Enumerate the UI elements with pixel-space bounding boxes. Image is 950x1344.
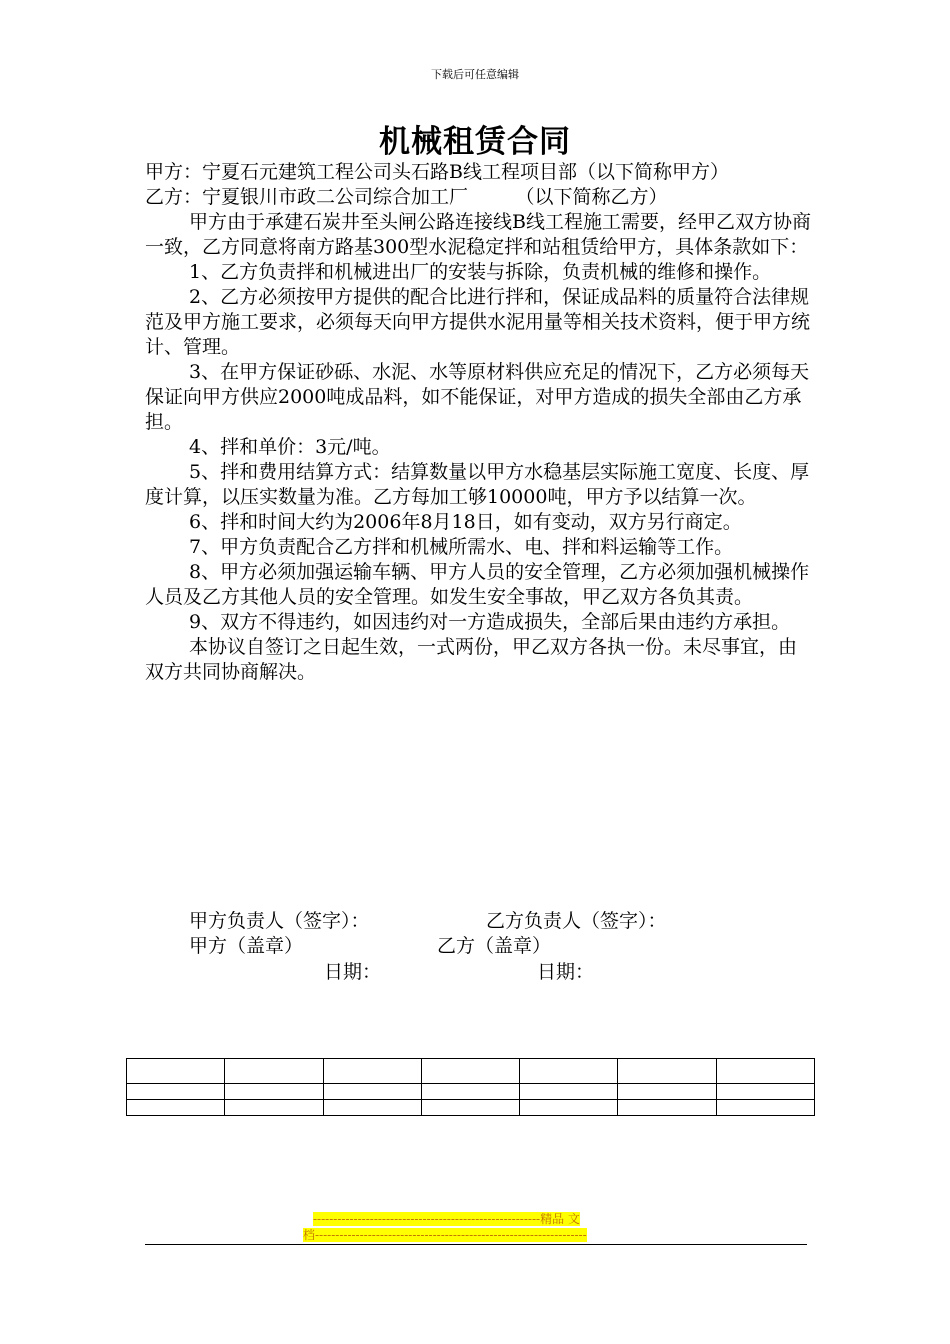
table-cell [520, 1100, 618, 1116]
table-cell [421, 1059, 519, 1084]
footer-line-2 [303, 1228, 587, 1242]
clause-3: 3、在甲方保证砂砾、水泥、水等原材料供应充足的情况下，乙方必须每天保证向甲方供应2000吨成品料，如不能保证，对甲方造成的损失全部由乙方承担。 [145, 361, 810, 433]
table-cell [421, 1084, 519, 1100]
header-note: 下载后可任意编辑 [431, 68, 519, 81]
clause-8: 8、甲方必须加强运输车辆、甲方人员的安全管理，乙方必须加强机械操作人员及乙方其他人员的安全管理。如发生安全事故，甲乙双方各负其责。 [145, 561, 810, 608]
table-cell [421, 1100, 519, 1116]
table-cell [520, 1059, 618, 1084]
party-b-line: 乙方：宁夏银川市政二公司综合加工厂 （以下简称乙方） [145, 186, 668, 208]
closing-paragraph: 本协议自签订之日起生效，一式两份，甲乙双方各执一份。未尽事宜，由双方共同协商解决。 [145, 636, 798, 683]
table-cell [127, 1100, 225, 1116]
table-cell [323, 1059, 421, 1084]
table-cell [716, 1059, 814, 1084]
table-cell [618, 1084, 716, 1100]
table-cell [716, 1100, 814, 1116]
table-cell [618, 1100, 716, 1116]
clause-1: 1、乙方负责拌和机械进出厂的安装与拆除，负责机械的维修和操作。 [189, 261, 772, 283]
clause-5: 5、拌和费用结算方式：结算数量以甲方水稳基层实际施工宽度、长度、厚度计算，以压实数量为准。乙方每加工够10000吨，甲方予以结算一次。 [145, 461, 810, 508]
party-a-line: 甲方：宁夏石元建筑工程公司头石路B线工程项目部（以下简称甲方） [145, 161, 729, 183]
table-cell [716, 1084, 814, 1100]
clause-9: 9、双方不得违约，如因违约对一方造成损失，全部后果由违约方承担。 [189, 611, 791, 633]
table-cell [618, 1059, 716, 1084]
table-cell [127, 1084, 225, 1100]
table-cell [323, 1084, 421, 1100]
party-a-seal-label: 甲方（盖章） [189, 935, 304, 957]
table-cell [127, 1059, 225, 1084]
clause-2: 2、乙方必须按甲方提供的配合比进行拌和，保证成品料的质量符合法律规范及甲方施工要求，必须每天向甲方提供水泥用量等相关技术资料，便于甲方统计、管理。 [145, 286, 811, 358]
table-row [127, 1100, 815, 1116]
party-a-signature-label: 甲方负责人（签字）： [189, 910, 370, 932]
party-b-seal-label: 乙方（盖章） [437, 935, 552, 957]
table-cell [225, 1059, 323, 1084]
party-b-signature-label: 乙方负责人（签字）： [486, 910, 667, 932]
clause-4: 4、拌和单价：3元/吨。 [189, 436, 391, 458]
party-a-date-label: 日期： [324, 961, 382, 983]
document-title: 机械租赁合同 [379, 124, 571, 160]
table-row [127, 1084, 815, 1100]
bottom-divider [145, 1244, 807, 1245]
table-cell [225, 1084, 323, 1100]
clause-6: 6、拌和时间大约为2006年8月18日，如有变动，双方另行商定。 [189, 511, 742, 533]
table-cell [225, 1100, 323, 1116]
table-row [127, 1059, 815, 1084]
blank-table [126, 1058, 815, 1116]
footer-highlight-2: 档------------------------------------------------------------------- [303, 1228, 587, 1242]
contract-body [145, 160, 813, 685]
clause-7: 7、甲方负责配合乙方拌和机械所需水、电、拌和料运输等工作。 [189, 536, 734, 558]
table-cell [323, 1100, 421, 1116]
party-b-date-label: 日期： [537, 961, 595, 983]
table-cell [520, 1084, 618, 1100]
footer-highlight-1: --------------------------------------------------------精品 文 [313, 1212, 580, 1226]
intro-paragraph: 甲方由于承建石炭井至头闸公路连接线B线工程施工需要，经甲乙双方协商一致，乙方同意将南方路基300型水泥稳定拌和站租赁给甲方，具体条款如下： [145, 211, 811, 258]
footer-line-1 [313, 1212, 580, 1226]
